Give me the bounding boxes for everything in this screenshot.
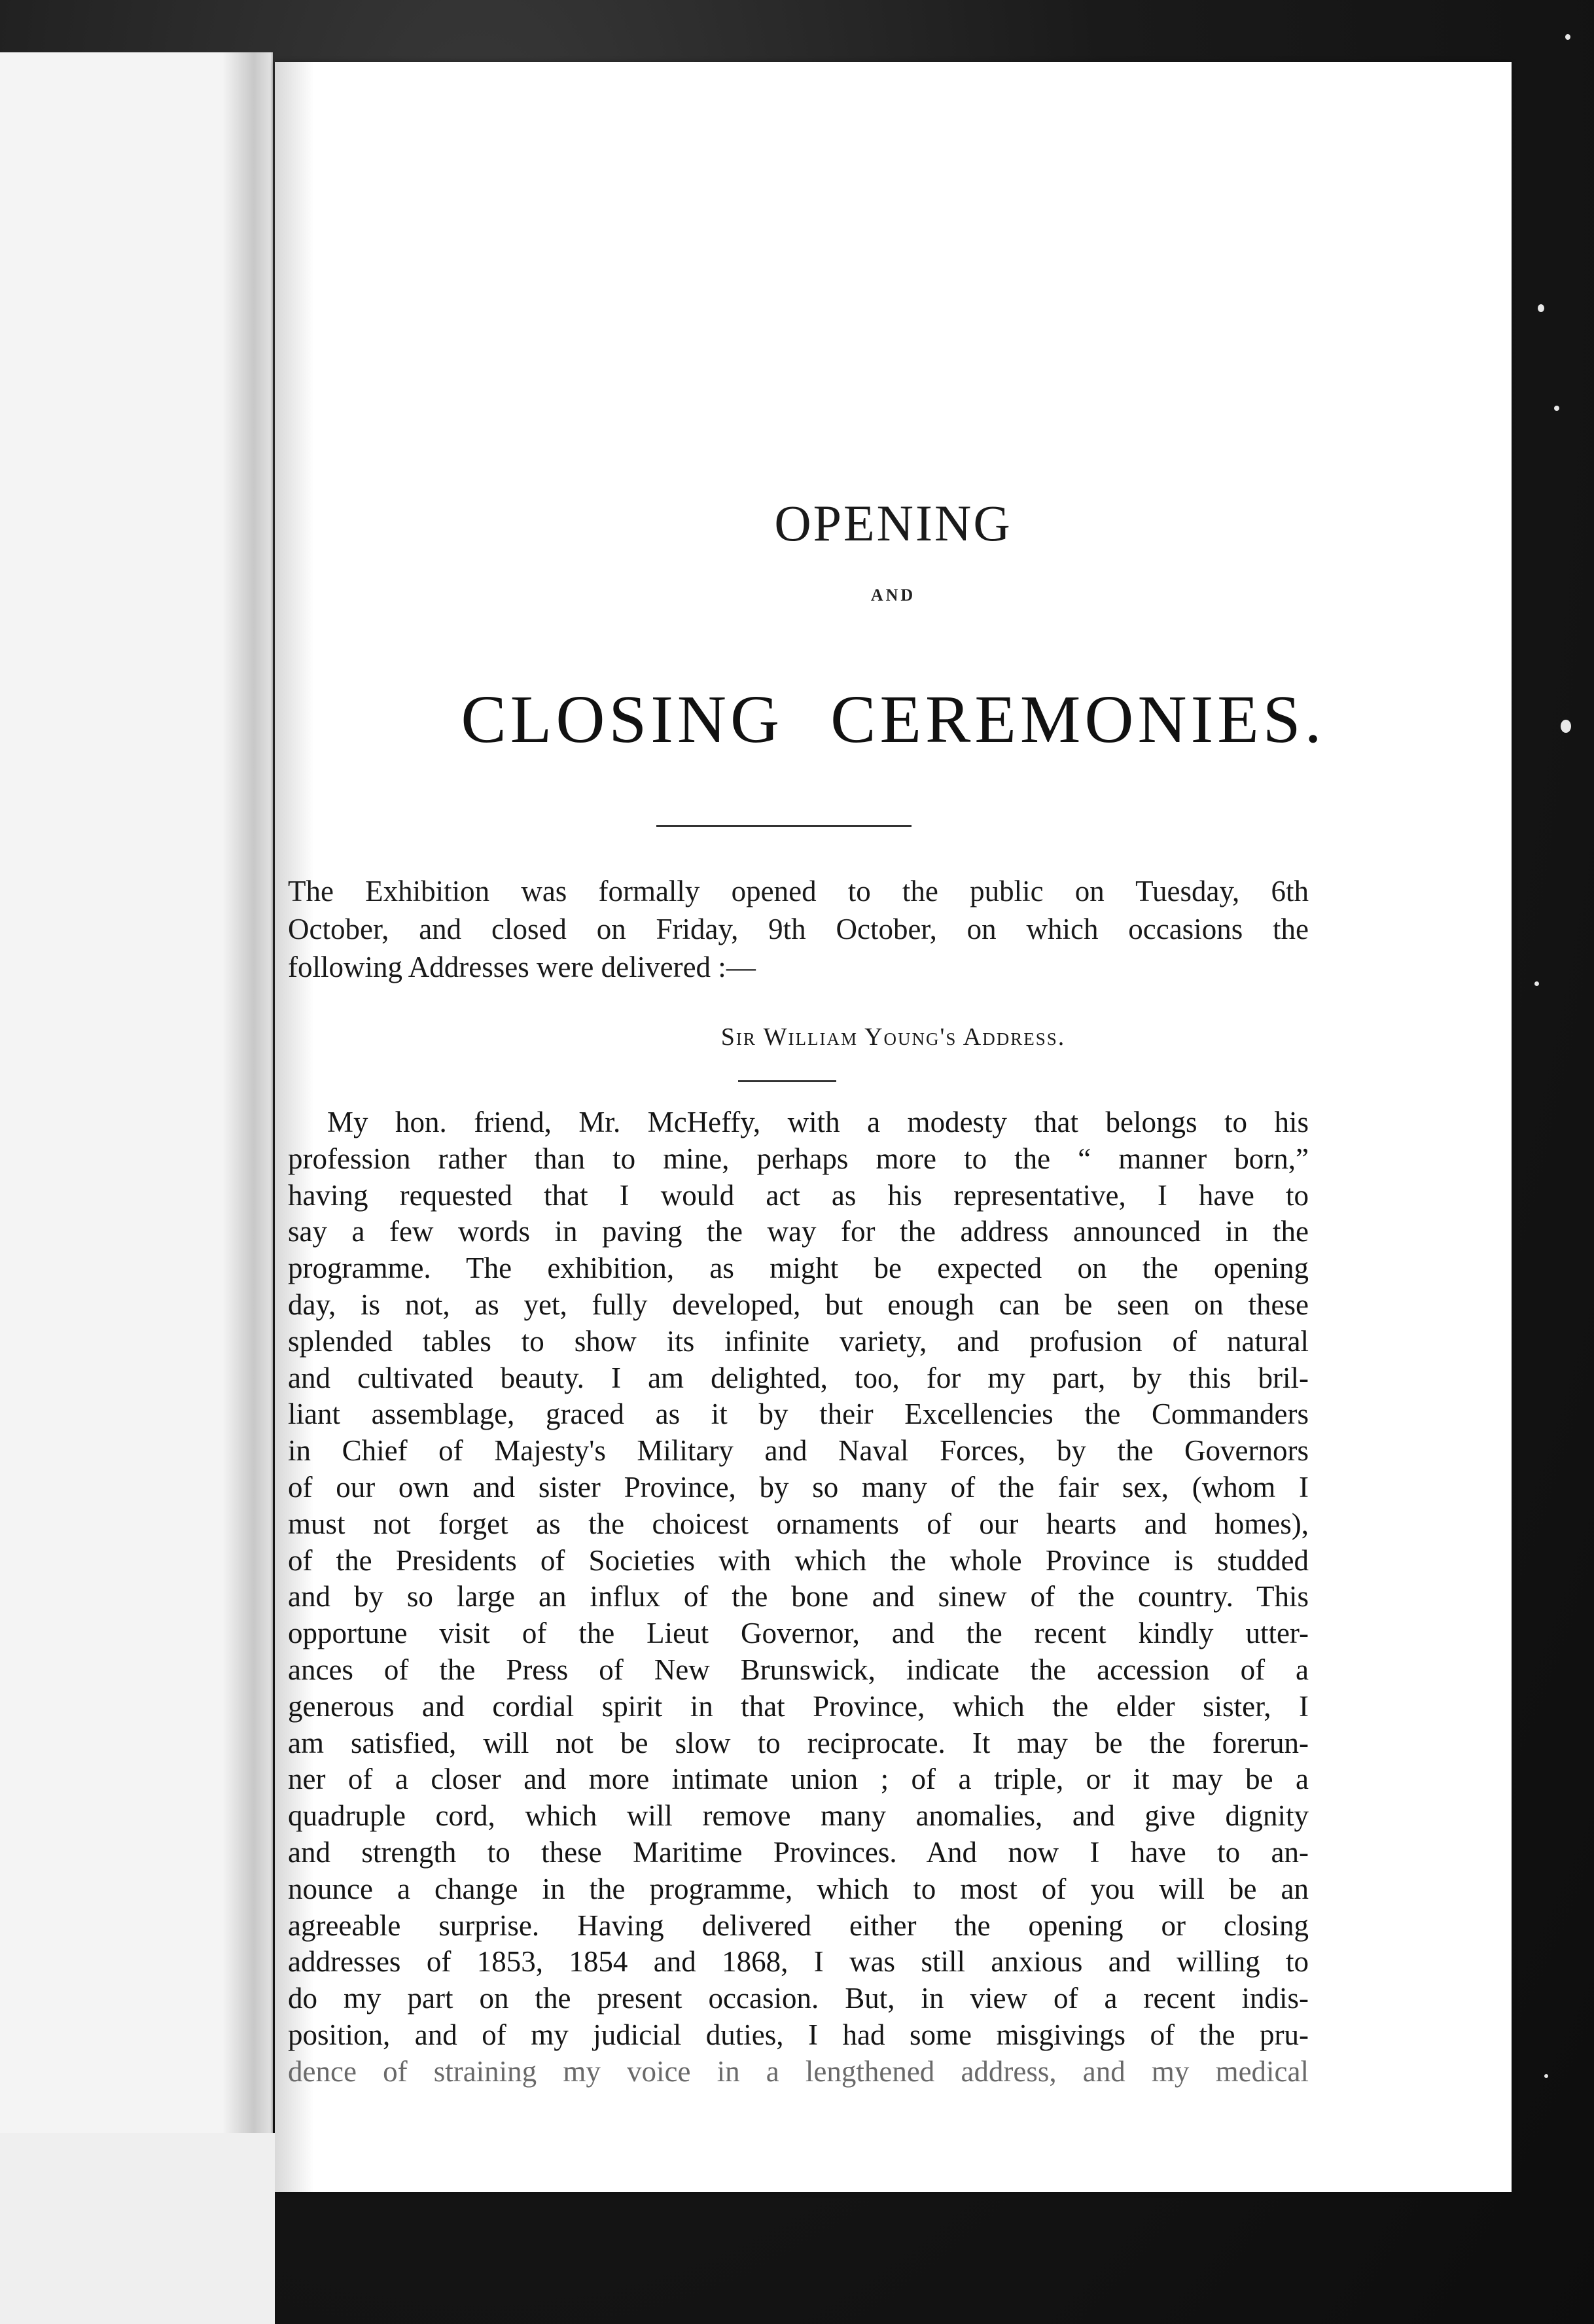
body-line: quadruple cord, which will remove many anomalies, and give dignity (288, 1799, 1309, 1833)
title-opening: OPENING (774, 495, 1012, 552)
intro-line: October, and closed on Friday, 9th October, on which occasions the (288, 913, 1309, 945)
body-line: do my part on the present occasion. But, in view of a recent indis- (288, 1982, 1309, 2015)
address-heading: Sir William Young's Address. (720, 1023, 1066, 1051)
body-line: opportune visit of the Lieut Governor, and the recent kindly utter- (288, 1617, 1309, 1650)
title-and: AND (870, 586, 916, 605)
body-line: ances of the Press of New Brunswick, indicate the accession of a (288, 1653, 1309, 1686)
address-body (288, 1104, 1309, 2090)
intro-line: The Exhibition was formally opened to the public on Tuesday, 6th (288, 875, 1309, 907)
body-line: nounce a change in the programme, which to most of you will be an (288, 1872, 1309, 1905)
title-closing-ceremonies: CLOSING CEREMONIES. (461, 682, 1326, 757)
body-line: liant assemblage, graced as it by their Excellencies the Commanders (288, 1398, 1309, 1431)
title-divider (656, 825, 912, 827)
heading-divider (738, 1080, 836, 1082)
body-line: dence of straining my voice in a lengthened address, and my medical (288, 2054, 1309, 2088)
body-line: My hon. friend, Mr. McHeffy, with a modesty that belongs to his (327, 1106, 1309, 1138)
intro-paragraph (288, 872, 1309, 986)
body-line: and cultivated beauty. I am delighted, too, for my part, by this bril- (288, 1361, 1309, 1394)
page-gutter-shadow (222, 52, 275, 2133)
body-line: ner of a closer and more intimate union ; of a triple, or it may be a (288, 1763, 1309, 1796)
intro-line: following Addresses were delivered :— (288, 951, 756, 983)
body-line: addresses of 1853, 1854 and 1868, I was still anxious and willing to (288, 1945, 1309, 1979)
speck (1554, 406, 1559, 411)
body-line: splended tables to show its infinite variety, and profusion of natural (288, 1324, 1309, 1358)
body-line: having requested that I would act as his representative, I have to (288, 1178, 1309, 1212)
body-line: and by so large an influx of the bone and sinew of the country. This (288, 1580, 1309, 1613)
body-line: say a few words in paving the way for the address announced in the (288, 1215, 1309, 1248)
body-line: in Chief of Majesty's Military and Naval Forces, by the Governors (288, 1434, 1309, 1468)
document-page (275, 62, 1512, 2192)
speck (1561, 720, 1571, 733)
body-line: profession rather than to mine, perhaps more to the “ manner born,” (288, 1142, 1309, 1175)
speck (1534, 981, 1539, 986)
body-line: must not forget as the choicest ornaments of our hearts and homes), (288, 1507, 1309, 1540)
body-line: position, and of my judicial duties, I had some misgivings of the pru- (288, 2018, 1309, 2051)
body-line: programme. The exhibition, as might be expected on the opening (288, 1252, 1309, 1285)
binding-strip (0, 2133, 275, 2324)
speck (1544, 2074, 1548, 2078)
body-line: of our own and sister Province, by so many of the fair sex, (whom I (288, 1470, 1309, 1504)
body-line: generous and cordial spirit in that Province, which the elder sister, I (288, 1689, 1309, 1723)
body-line: agreeable surprise. Having delivered either the opening or closing (288, 1909, 1309, 1942)
body-line: and strength to these Maritime Provinces. And now I have to an- (288, 1835, 1309, 1869)
body-line: am satisfied, will not be slow to reciprocate. It may be the forerun- (288, 1726, 1309, 1759)
speck (1538, 304, 1544, 312)
body-line: day, is not, as yet, fully developed, but enough can be seen on these (288, 1288, 1309, 1321)
body-line: of the Presidents of Societies with which the whole Province is studded (288, 1543, 1309, 1577)
speck (1565, 34, 1570, 40)
